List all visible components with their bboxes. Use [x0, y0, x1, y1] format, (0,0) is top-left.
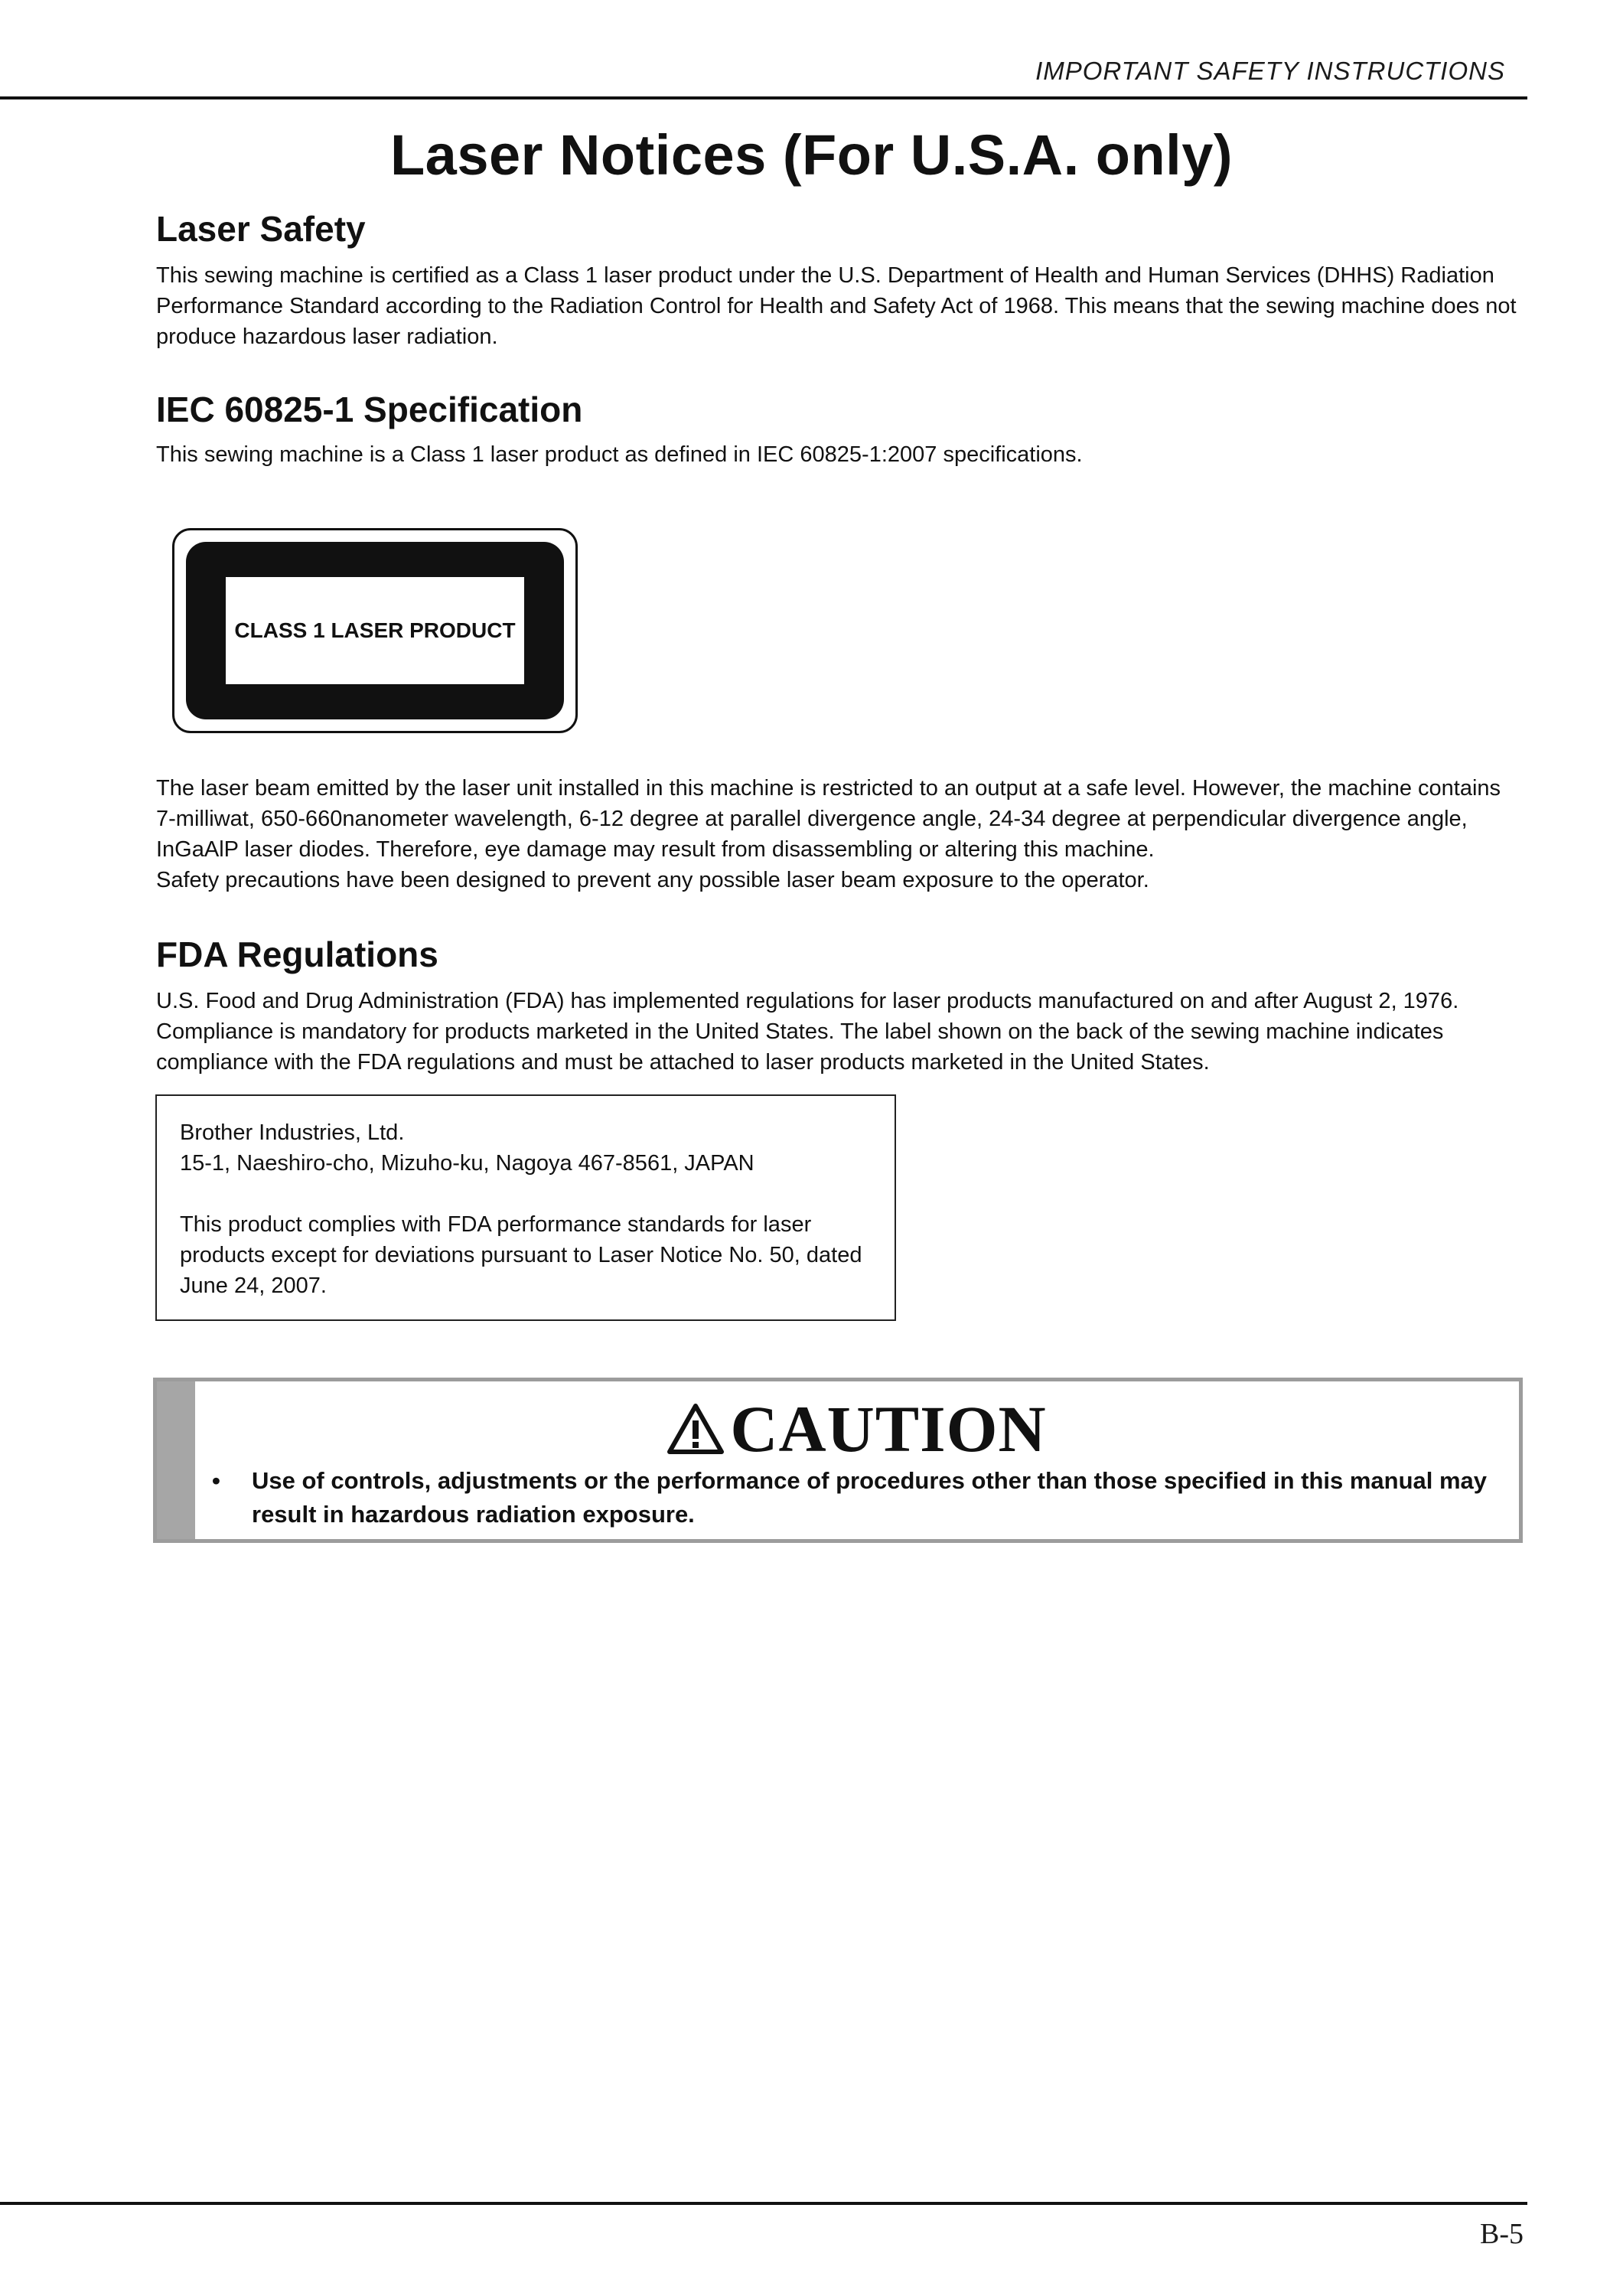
laser-label-text: CLASS 1 LASER PRODUCT — [226, 577, 524, 684]
company-address: 15-1, Naeshiro-cho, Mizuho-ku, Nagoya 467-8561, JAPAN — [180, 1151, 754, 1176]
footer-rule — [0, 2202, 1527, 2205]
iec-spec-heading: IEC 60825-1 Specification — [156, 390, 583, 429]
page-title: Laser Notices (For U.S.A. only) — [389, 123, 1234, 187]
caution-heading — [195, 1391, 1519, 1467]
fda-compliance-box — [155, 1094, 896, 1321]
laser-beam-paragraph — [156, 773, 1526, 895]
caution-box — [153, 1378, 1523, 1543]
laser-safety-text: This sewing machine is certified as a Class 1 laser product under the U.S. Department of Health and Human Services (DHHS) Radiation Performance Standard according to the Radiation Control for Health and Safety Act of 1968. This means that the sewing machine does not produce hazardous laser radiation. — [156, 263, 1517, 349]
fda-heading: FDA Regulations — [156, 934, 438, 974]
caution-title: CAUTION — [730, 1392, 1047, 1466]
laser-beam-text: The laser beam emitted by the laser unit installed in this machine is restricted to an output at a safe level. However, the machine contains 7-milliwat, 650-660nanometer wavelength, 6-12 degree at parallel divergence angle, 24-34 degree at perpendicular divergence angle, InGaAlP laser diodes. Therefore, eye damage may result from disassembling or altering this machine. — [156, 776, 1501, 862]
fda-text: U.S. Food and Drug Administration (FDA) has implemented regulations for laser products manufactured on and after August 2, 1976. Compliance is mandatory for products marketed in the United States. The label shown on the back of the sewing machine indicates compliance with the FDA regulations and must be attached to laser products marketed in the United States. — [156, 989, 1459, 1075]
class1-laser-label — [172, 528, 578, 733]
laser-safety-heading: Laser Safety — [156, 209, 366, 249]
running-header: IMPORTANT SAFETY INSTRUCTIONS — [1035, 57, 1505, 85]
caution-bullet: • — [212, 1467, 220, 1494]
safety-precautions-text: Safety precautions have been designed to prevent any possible laser beam exposure to the operator. — [156, 868, 1149, 892]
caution-side-bar — [157, 1381, 195, 1539]
company-name: Brother Industries, Ltd. — [180, 1120, 405, 1145]
iec-spec-text: This sewing machine is a Class 1 laser product as defined in IEC 60825-1:2007 specifications. — [156, 442, 1083, 467]
caution-item — [210, 1464, 1496, 1531]
laser-label-frame — [186, 542, 564, 719]
caution-text: Use of controls, adjustments or the performance of procedures other than those specified in this manual may result in hazardous radiation exposure. — [252, 1467, 1488, 1528]
page-number: B-5 — [1480, 2218, 1524, 2250]
warning-triangle-icon — [667, 1404, 724, 1454]
header-rule — [0, 96, 1527, 99]
fda-compliance-statement: This product complies with FDA performance standards for laser products except for deviations pursuant to Laser Notice No. 50, dated June 24, 2007. — [180, 1212, 862, 1298]
